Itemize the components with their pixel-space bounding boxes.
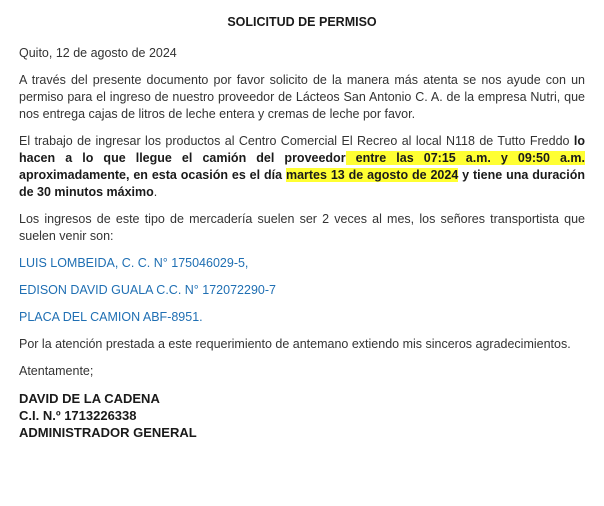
signature-name: DAVID DE LA CADENA [19,391,160,406]
paragraph-request: A través del presente documento por favor solicito de la manera más atenta se nos ayude con un permiso para el ingreso de nuestro proveedor de Lácteos San Antonio C. A. de la empresa Nutri, que nos entrega cajas de litros de leche entera y cremas de leche por favor. [19,73,585,121]
closing-line: Atentamente; [19,364,94,378]
schedule-bold-text: lo hacen a lo que llegue el camión del proveedor [19,134,585,165]
date-line: Quito, 12 de agosto de 2024 [19,46,177,60]
paragraph-transport-intro: Los ingresos de este tipo de mercadería suelen ser 2 veces al mes, los señores transportista que suelen venir son: [19,212,585,243]
schedule-date-highlight: martes 13 de agosto de 2024 [285,168,459,182]
document-title: SOLICITUD DE PERMISO [227,15,377,29]
schedule-text: El trabajo de ingresar los productos al Centro Comercial El Recreo al local N118 de Tutto Freddo [19,134,574,148]
schedule-period: . [153,185,158,199]
transport-item: EDISON DAVID GUALA C.C. N° 172072290-7 [19,283,276,297]
paragraph-schedule [19,133,585,201]
signature-id: C.I. N.º 1713226338 [19,408,137,423]
transport-item: LUIS LOMBEIDA, C. C. N° 175046029-5, [19,256,249,270]
schedule-duration-text: y tiene una duración de 30 minutos máximo [19,168,585,199]
paragraph-thanks: Por la atención prestada a este requerimiento de antemano extiendo mis sinceros agradecimientos. [19,337,571,351]
schedule-time-highlight: entre las 07:15 a.m. y 09:50 a.m. [345,151,585,165]
signature-role: ADMINISTRADOR GENERAL [19,425,197,440]
schedule-approx-text: aproximadamente, en esta ocasión es el día [19,168,286,182]
transport-item: PLACA DEL CAMION ABF-8951. [19,310,203,324]
